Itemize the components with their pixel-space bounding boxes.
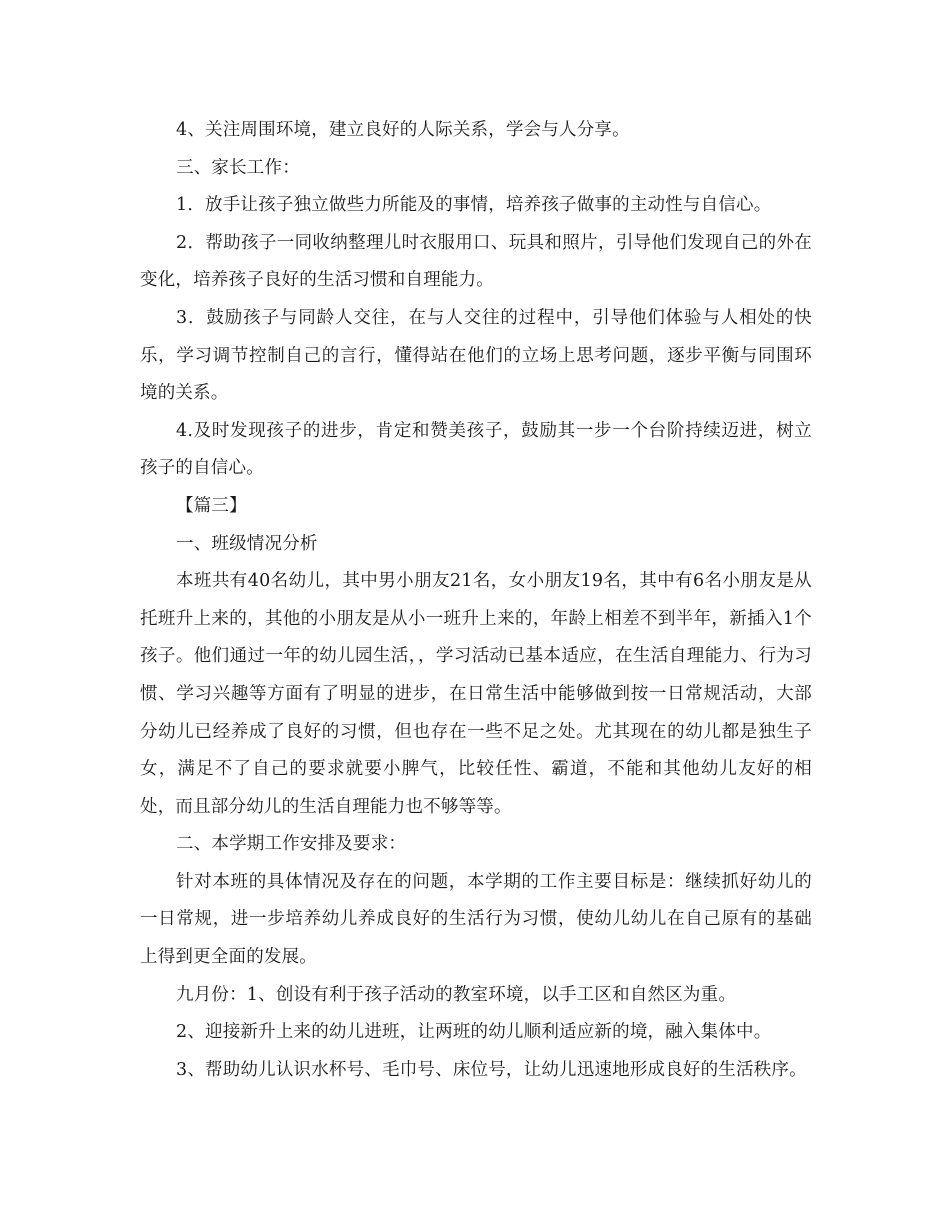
- paragraph-parent-4: 4.及时发现孩子的进步，肯定和赞美孩子，鼓励其一步一个台阶持续迈进，树立孩子的自信心。: [140, 420, 812, 479]
- paragraph-parent-2: 2．帮助孩子一同收纳整理儿时衣服用口、玩具和照片，引导他们发现自己的外在变化，培养孩子良好的生活习惯和自理能力。: [140, 232, 812, 291]
- heading-semester-plan: 二、本学期工作安排及要求：: [176, 834, 407, 855]
- paragraph-september-1: 九月份：1、创设有利于孩子活动的教室环境，以手工区和自然区为重。: [176, 984, 737, 1005]
- document-page: [140, 112, 812, 1089]
- paragraph-september-3: 3、帮助幼儿认识水杯号、毛巾号、床位号，让幼儿迅速地形成良好的生活秩序。: [176, 1059, 807, 1080]
- paragraph-parent-3: 3．鼓励孩子与同龄人交往，在与人交往的过程中，引导他们体验与人相处的快乐，学习调节控制自己的言行，懂得站在他们的立场上思考问题，逐步平衡与同围环境的关系。: [140, 307, 812, 404]
- paragraph-september-2: 2、迎接新升上来的幼儿进班，让两班的幼儿顺利适应新的境，融入集体中。: [176, 1022, 772, 1043]
- paragraph-point-4-environment: 4、关注周围环境，建立良好的人际关系，学会与人分享。: [176, 120, 630, 140]
- paragraph-semester-goals: 针对本班的具体情况及存在的问题，本学期的工作主要目标是：继续抓好幼儿的一日常规，进一步培养幼儿养成良好的生活行为习惯，使幼儿幼儿在自己原有的基础上得到更全面的发展。: [140, 871, 812, 968]
- paragraph-class-analysis: 本班共有40名幼儿，其中男小朋友21名，女小朋友19名，其中有6名小朋友是从托班升上来的，其他的小朋友是从小一班升上来的，年龄上相差不到半年，新插入1个孩子。他们通过一年的幼儿园生活，，学习活动已基本适应，在生活自理能力、行为习惯、学习兴趣等方面有了明显的进步，在日常生活中能够做到按一日常规活动，大部分幼儿已经养成了良好的习惯，但也存在一些不足之处。尤其现在的幼儿都是独生子女，满足不了自己的要求就要小脾气，比较任性、霸道，不能和其他幼儿友好的相处，而且部分幼儿的生活自理能力也不够等等。: [140, 571, 812, 817]
- heading-parent-work: 三、家长工作：: [176, 157, 300, 178]
- heading-class-analysis: 一、班级情况分析: [176, 533, 318, 554]
- section-title-part-three: 【篇三】: [176, 495, 247, 516]
- paragraph-parent-1: 1．放手让孩子独立做些力所能及的事情，培养孩子做事的主动性与自信心。: [176, 195, 772, 216]
